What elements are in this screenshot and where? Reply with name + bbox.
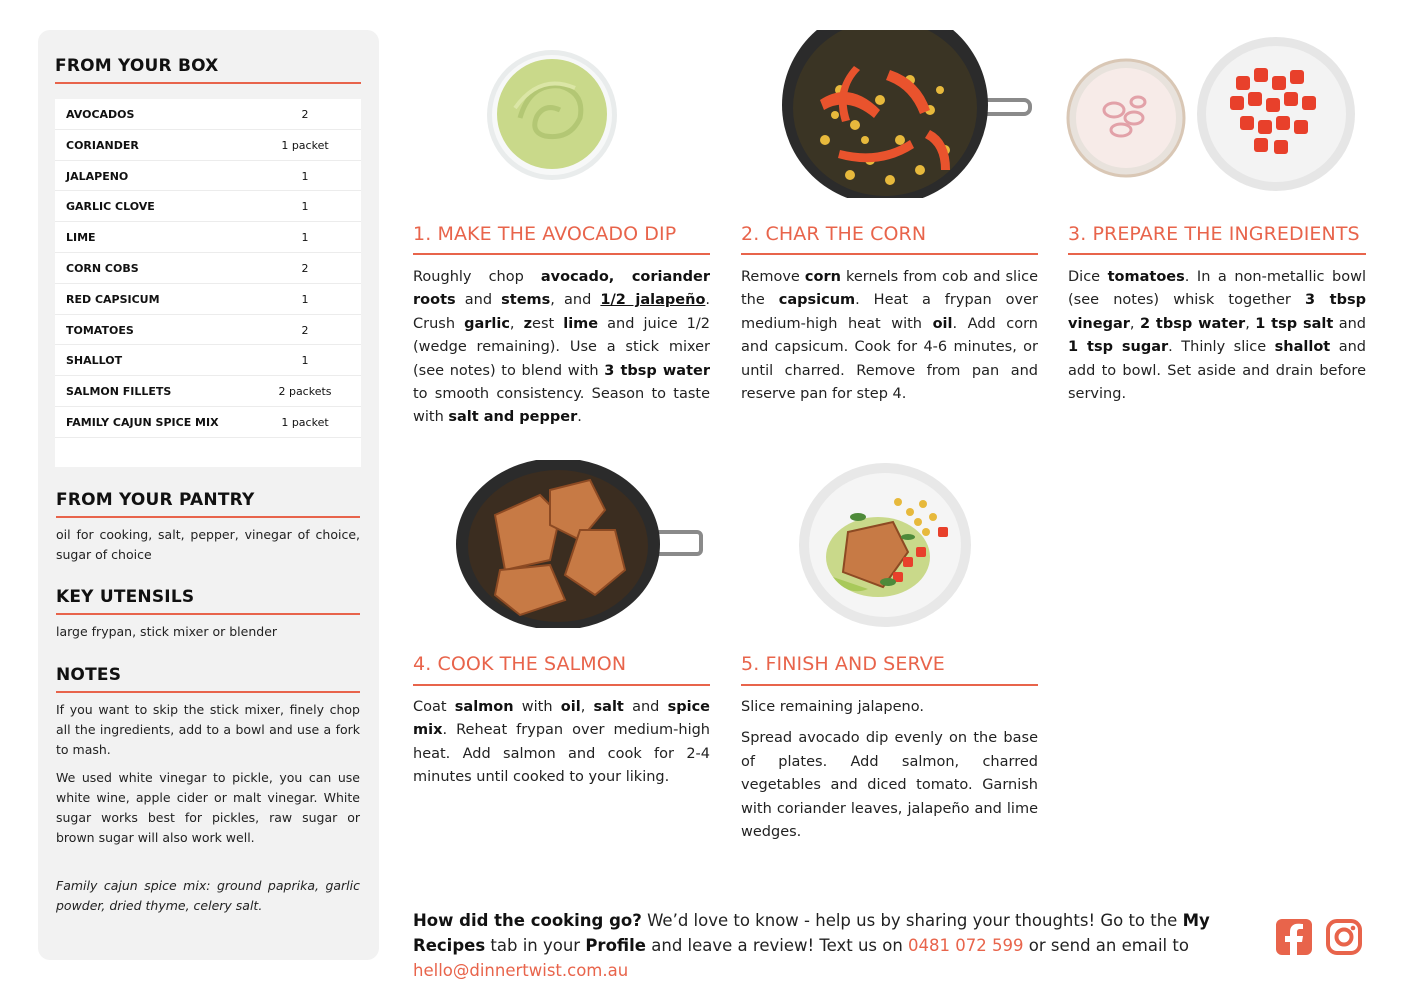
ingredient-row <box>55 222 361 253</box>
ingredients-sidebar <box>38 30 379 960</box>
note-1: If you want to skip the stick mixer, finely chop all the ingredients, add to a bowl and use a fork to mash. <box>56 702 360 757</box>
ingredient-qty: 1 packet <box>281 415 329 429</box>
step-2-text: Remove corn kernels from cob and slice the capsicum. Heat a frypan over medium-high heat with oil. Add corn and capsicum. Cook for 4-6 minutes, or until charred. Remove from pan and reserve pan for step 4. <box>741 269 1039 403</box>
ingredient-qty: 1 <box>301 354 309 368</box>
step-5-title: 5. FINISH AND SERVE <box>741 653 945 675</box>
cooked-salmon-photo <box>455 460 705 628</box>
step-2-title: 2. CHAR THE CORN <box>741 223 927 245</box>
step-4-rule <box>413 684 710 686</box>
step-3-rule <box>1068 253 1366 255</box>
ingredient-name: LIME <box>66 231 96 245</box>
ingredient-qty: 2 <box>301 261 309 275</box>
step-3-title: 3. PREPARE THE INGREDIENTS <box>1068 223 1360 245</box>
paragraph: Spread avocado dip evenly on the base of plates. Add salmon, charred vegetables and diced tomato. Garnish with coriander leaves, jalapeño and lime wedges. <box>741 730 1038 841</box>
ingredient-name: SHALLOT <box>66 354 123 368</box>
step-4-title: 4. COOK THE SALMON <box>413 653 627 675</box>
ingredient-name: RED CAPSICUM <box>66 292 160 306</box>
step-1-rule <box>413 253 710 255</box>
from-your-box-heading: FROM YOUR BOX <box>55 56 219 76</box>
ingredient-row <box>55 345 361 376</box>
notes-heading: NOTES <box>56 665 122 685</box>
ingredient-row <box>55 130 361 161</box>
pantry-text: oil for cooking, salt, pepper, vinegar of choice, sugar of choice <box>56 527 360 562</box>
ingredient-name: FAMILY CAJUN SPICE MIX <box>66 415 219 429</box>
utensils-text: large frypan, stick mixer or blender <box>56 624 278 639</box>
ingredient-row <box>55 191 361 222</box>
note-3: Family cajun spice mix: ground paprika, garlic powder, dried thyme, celery salt. <box>56 878 360 913</box>
ingredient-qty: 2 <box>301 323 309 337</box>
from-your-pantry-heading: FROM YOUR PANTRY <box>56 490 255 510</box>
ingredient-row <box>55 161 361 192</box>
pickled-shallot-photo <box>1066 58 1186 178</box>
ingredient-name: SALMON FILLETS <box>66 385 172 399</box>
ingredient-name: CORIANDER <box>66 138 139 152</box>
ingredient-qty: 1 <box>301 292 309 306</box>
finished-dish-photo <box>798 462 972 628</box>
facebook-icon[interactable] <box>1275 918 1313 956</box>
avocado-dip-photo <box>485 48 620 183</box>
step-2-rule <box>741 253 1038 255</box>
ingredient-name: AVOCADOS <box>66 108 135 121</box>
heading-rule <box>56 516 360 518</box>
charred-corn-photo <box>780 30 1032 198</box>
ingredient-name: GARLIC CLOVE <box>66 200 155 214</box>
ingredient-name: CORN COBS <box>66 261 139 275</box>
heading-rule <box>55 82 361 84</box>
step-5-text <box>741 696 1038 844</box>
diced-tomato-photo <box>1196 36 1356 192</box>
ingredient-row <box>55 376 361 407</box>
step-4-text: Coat salmon with oil, salt and spice mix. Reheat frypan over medium-high heat. Add salmon and cook for 2-4 minutes until cooked to your liking. <box>413 699 711 786</box>
ingredient-row <box>55 99 361 130</box>
email-link[interactable]: hello@dinnertwist.com.au <box>413 961 629 980</box>
paragraph: Slice remaining jalapeno. <box>741 699 924 715</box>
ingredient-qty: 1 <box>301 169 309 183</box>
step-5-rule <box>741 684 1038 686</box>
feedback-footer: How did the cooking go? We’d love to know - help us by sharing your thoughts! Go to the My Recipes tab in your Profile and leave a review! Text us on 0481 072 599 or send an email to hello@dinnertwist.com.au <box>413 911 1210 980</box>
ingredient-row <box>55 315 361 346</box>
ingredient-qty: 1 <box>301 231 309 245</box>
ingredient-qty: 2 <box>301 108 309 121</box>
phone-link[interactable]: 0481 072 599 <box>908 936 1024 955</box>
step-1-text: Roughly chop avocado, coriander roots and stems, and 1/2 jalapeño. Crush garlic, zest lime and juice 1/2 (wedge remaining). Use a stick mixer (see notes) to blend with 3 tbsp water to smooth consistency. Season to taste with salt and pepper. <box>413 269 711 426</box>
ingredient-qty: 1 <box>301 200 309 214</box>
key-utensils-heading: KEY UTENSILS <box>56 587 195 607</box>
instagram-icon[interactable] <box>1325 918 1363 956</box>
ingredient-qty: 2 packets <box>278 385 332 399</box>
heading-rule <box>56 613 360 615</box>
ingredient-row <box>55 407 361 438</box>
ingredient-row <box>55 284 361 315</box>
ingredient-row <box>55 253 361 284</box>
ingredient-name: JALAPENO <box>66 169 129 183</box>
ingredient-qty: 1 packet <box>281 138 329 152</box>
ingredient-name: TOMATOES <box>66 323 134 337</box>
step-3-text: Dice tomatoes. In a non-metallic bowl (see notes) whisk together 3 tbsp vinegar, 2 tbsp water, 1 tsp salt and 1 tsp sugar. Thinly slice shallot and add to bowl. Set aside and drain before serving. <box>1068 269 1367 403</box>
heading-rule <box>56 691 360 693</box>
step-1-title: 1. MAKE THE AVOCADO DIP <box>413 223 677 245</box>
note-2: We used white vinegar to pickle, you can use white wine, apple cider or malt vinegar. White sugar works best for pickles, raw sugar or brown sugar will also work well. <box>56 770 360 845</box>
ingredients-table <box>55 99 361 467</box>
